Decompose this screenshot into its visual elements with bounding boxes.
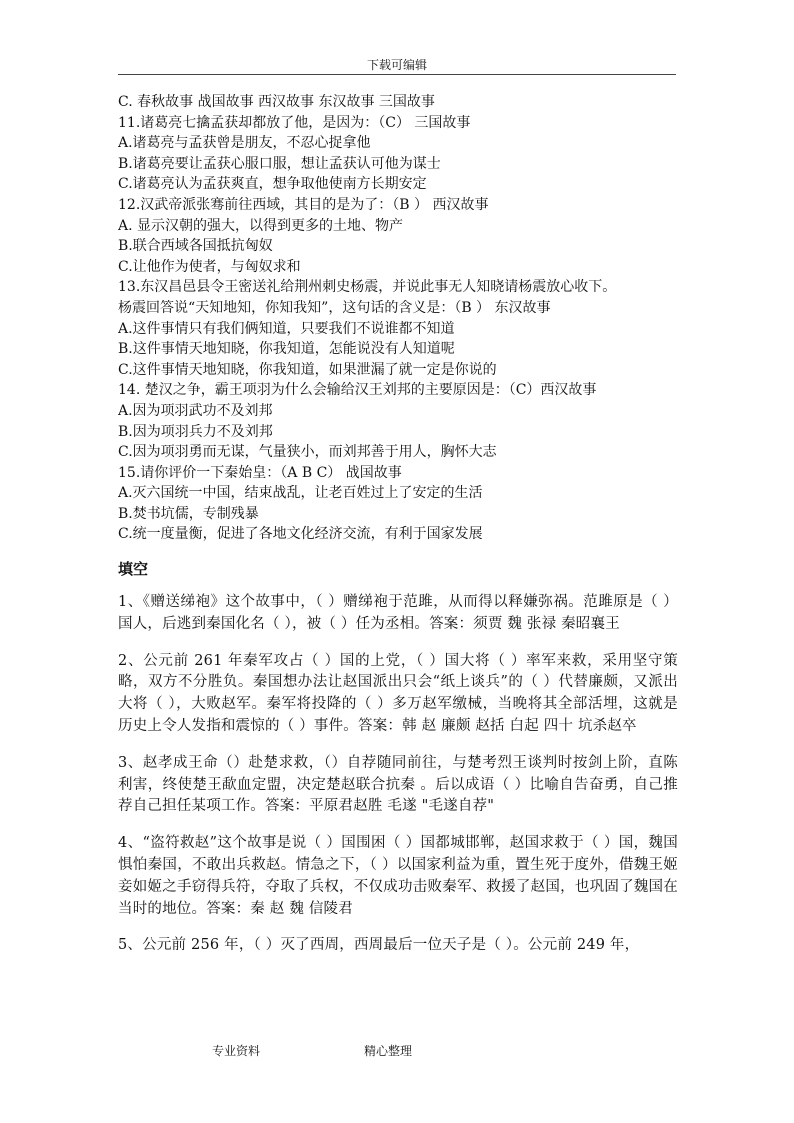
question-line: 15.请你评价一下秦始皇：（A B C） 战国故事: [118, 464, 402, 481]
question-line: C.这件事情天地知晓，你我知道，如果泄漏了就一定是你说的: [118, 361, 497, 378]
question-line: A.因为项羽武功不及刘邦: [118, 402, 273, 419]
document-body: [118, 92, 678, 972]
page-header: 下载可编辑: [366, 58, 427, 72]
question-line: A. 显示汉朝的强大，以得到更多的土地、物产: [118, 217, 404, 234]
fill-in-blank-list: [118, 592, 678, 957]
question-list: [118, 92, 678, 545]
question-line: C.统一度量衡，促进了各地文化经济交流，有利于国家发展: [118, 526, 483, 543]
question-line: C.让他作为使者，与匈奴求和: [118, 258, 301, 275]
question-line: 13.东汉昌邑县令王密送礼给荆州刺史杨震，并说此事无人知晓请杨震放心收下。: [118, 279, 617, 296]
question-line: C.因为项羽勇而无谋，气量狭小，而刘邦善于用人，胸怀大志: [118, 444, 497, 461]
fill-in-paragraph: 1、《赠送绨袍》这个故事中，（ ）赠绨袍于范雎，从而得以释嫌弥祸。范雎原是（ ）国人，后逃到秦国化名（ ），被（ ）任为丞相。答案：须贾 魏 张禄 秦昭襄王: [118, 594, 678, 632]
question-line: 14. 楚汉之争，霸王项羽为什么会输给汉王刘邦的主要原因是：（C）西汉故事: [118, 382, 597, 399]
fill-in-paragraph: 2、公元前 261 年秦军攻占（ ）国的上党，（ ）国大将（ ）率军来救，采用坚守策略，双方不分胜负。秦国想办法让赵国派出只会“纸上谈兵”的（ ）代替廉颇，又派出大将（ ），大败赵军。秦军将投降的（ ）多万赵军缴械，当晚将其全部活埋，这就是历史上令人发指和震惊的（ ）事件。答案：韩 赵 廉颇 赵括 白起 四十 坑杀赵卒: [118, 652, 678, 735]
header-divider: [118, 74, 676, 75]
question-line: C. 春秋故事 战国故事 西汉故事 东汉故事 三国故事: [118, 94, 435, 110]
question-line: B.这件事情天地知晓，你我知道，怎能说没有人知道呢: [118, 341, 455, 358]
question-line: B.焚书坑儒，专制残暴: [118, 505, 259, 522]
question-line: 11.诸葛亮七擒孟获却都放了他，是因为：（C） 三国故事: [118, 114, 471, 131]
question-line: A.这件事情只有我们俩知道，只要我们不说谁都不知道: [118, 320, 455, 337]
question-line: A.诸葛亮与孟获曾是朋友，不忍心捉拿他: [118, 135, 371, 152]
fill-in-paragraph: 5、公元前 256 年，（ ）灭了西周，西周最后一位天子是（ ）。公元前 249 年，: [118, 937, 640, 954]
question-line: A.灭六国统一中国，结束战乱，让老百姓过上了安定的生活: [118, 485, 483, 502]
question-line: B.诸葛亮要让孟获心服口服，想让孟获认可他为谋士: [118, 155, 441, 172]
section-title: 填空: [118, 560, 149, 579]
question-line: B.因为项羽兵力不及刘邦: [118, 423, 273, 440]
question-line: 12.汉武帝派张骞前往西域，其目的是为了：（B ） 西汉故事: [118, 196, 489, 213]
fill-in-paragraph: 3、赵孝成王命（）赴楚求救，（）自荐随同前往，与楚考烈王谈判时按剑上阶，直陈利害，终使楚王歃血定盟，决定楚赵联合抗秦 。后以成语（ ）比喻自告奋勇，自己推荐自己担任某项工作。答案：平原君赵胜 毛遂 "毛遂自荐": [118, 754, 678, 815]
question-line: B.联合西域各国抵抗匈奴: [118, 238, 273, 255]
fill-in-paragraph: 4、“盗符救赵”这个故事是说（ ）国围困（ ）国都城邯郸，赵国求救于（ ）国，魏国惧怕秦国，不敢出兵救赵。情急之下，（ ）以国家利益为重，置生死于度外，借魏王姬妾如姬之手窃得兵符，夺取了兵权，不仅成功击败秦军、救援了赵国，也巩固了魏国在当时的地位。答案：秦 赵 魏 信陵君: [118, 835, 678, 917]
footer-right-text: 精心整理: [364, 1044, 413, 1058]
question-line: 杨震回答说“天知地知，你知我知”，这句话的含义是：（B ） 东汉故事: [118, 299, 551, 316]
footer-left-text: 专业资料: [212, 1044, 261, 1058]
question-line: C.诸葛亮认为孟获爽直，想争取他使南方长期安定: [118, 176, 427, 193]
